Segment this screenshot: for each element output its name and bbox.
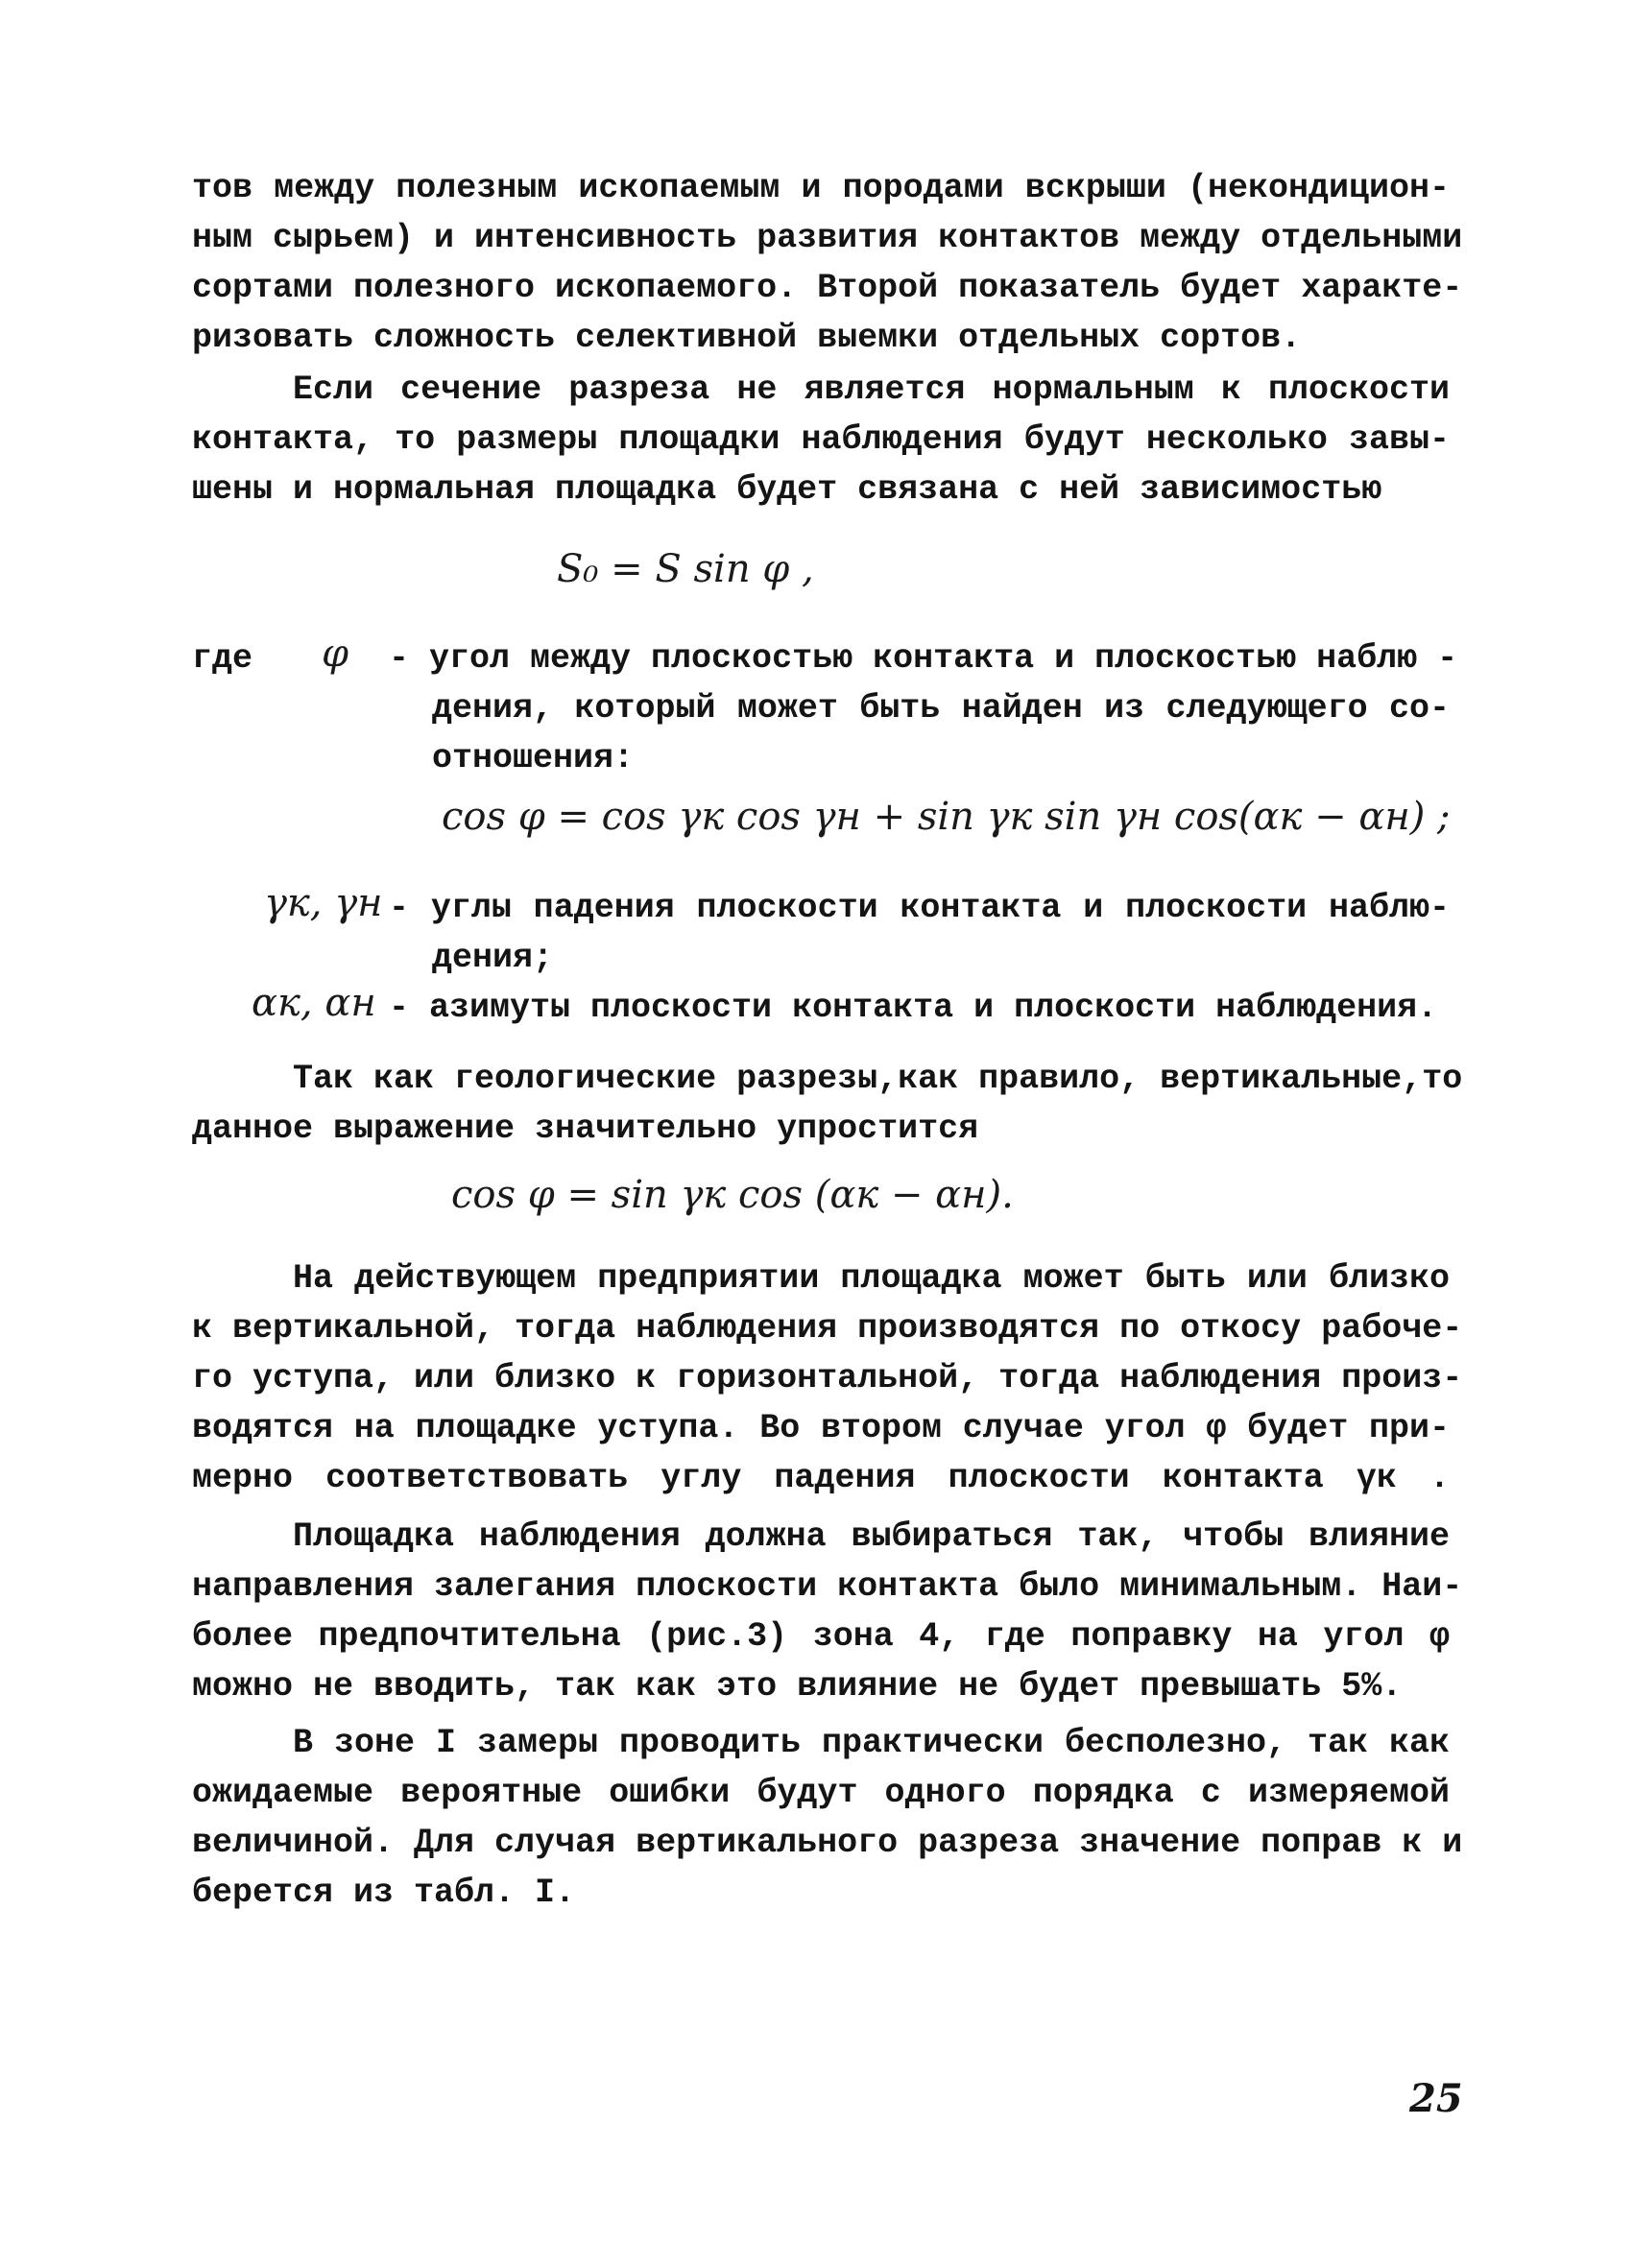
definition-alpha-line: - азимуты плоскости контакта и плоскости наблюдения. bbox=[389, 989, 1438, 1027]
text-line: направления залегания плоскости контакта было минимальным. Наи- bbox=[192, 1567, 1463, 1606]
phi-symbol: φ bbox=[322, 632, 349, 676]
text-line: берется из табл. I. bbox=[192, 1874, 576, 1912]
text-line: данное выражение значительно упростится bbox=[192, 1110, 979, 1148]
text-line: ным сырьем) и интенсивность развития контактов между отдельными bbox=[192, 219, 1463, 257]
text-line: Так как геологические разрезы,как правило, вертикальные,то bbox=[293, 1060, 1463, 1098]
text-line: го уступа, или близко к горизонтальной, тогда наблюдения произ- bbox=[192, 1359, 1463, 1397]
paragraph-5 bbox=[192, 1512, 1463, 1711]
alpha-symbols: αк, αн bbox=[252, 981, 376, 1025]
definition-where-label: где bbox=[192, 639, 253, 678]
text-line: шены и нормальная площадка будет связана с ней зависимостью bbox=[192, 470, 1382, 509]
paragraph-3 bbox=[192, 1054, 1463, 1154]
text-line: сортами полезного ископаемого. Второй показатель будет характе- bbox=[192, 269, 1463, 307]
text-line: можно не вводить, так как это влияние не будет превышать 5%. bbox=[192, 1667, 1403, 1706]
text-line: В зоне I замеры проводить практически бесполезно, так как bbox=[293, 1724, 1450, 1762]
definition-gamma-line: дения; bbox=[432, 939, 554, 977]
definition-gamma-line: - углы падения плоскости контакта и плоскости наблю- bbox=[389, 889, 1450, 927]
text-line: мерно соответствовать углу падения плоскости контакта γк . bbox=[192, 1459, 1450, 1497]
paragraph-6 bbox=[192, 1718, 1463, 1918]
page-number: 25 bbox=[1409, 2076, 1463, 2121]
text-line: величиной. Для случая вертикального разреза значение поправ к и bbox=[192, 1824, 1463, 1862]
definition-phi-line: отношения: bbox=[432, 739, 635, 777]
text-line: тов между полезным ископаемым и породами вскрыши (некондицион- bbox=[192, 169, 1450, 207]
paragraph-4 bbox=[192, 1253, 1463, 1503]
definition-phi-line: дения, который может быть найден из следующего со- bbox=[432, 689, 1450, 728]
definition-phi-line: - угол между плоскостью контакта и плоскостью наблю - bbox=[389, 639, 1458, 678]
text-line: Площадка наблюдения должна выбираться так, чтобы влияние bbox=[293, 1517, 1450, 1556]
text-line: На действующем предприятии площадка может быть или близко bbox=[293, 1259, 1450, 1298]
text-line: к вертикальной, тогда наблюдения производятся по откосу рабоче- bbox=[192, 1309, 1463, 1348]
text-line: контакта, то размеры площадки наблюдения будут несколько завы- bbox=[192, 420, 1450, 459]
formula-area-normal: S₀ = S sin φ , bbox=[557, 547, 814, 591]
text-line: Если сечение разреза не является нормальным к плоскости bbox=[293, 370, 1450, 409]
text-line: ожидаемые вероятные ошибки будут одного порядка с измеряемой bbox=[192, 1774, 1450, 1812]
paragraph-2 bbox=[192, 365, 1450, 514]
text-line: более предпочтительна (рис.3) зона 4, где поправку на угол φ bbox=[192, 1617, 1450, 1656]
gamma-symbols: γк, γн bbox=[264, 881, 383, 925]
paragraph-1 bbox=[192, 163, 1463, 363]
text-line: ризовать сложность селективной выемки отдельных сортов. bbox=[192, 319, 1302, 357]
text-line: водятся на площадке уступа. Во втором случае угол φ будет при- bbox=[192, 1409, 1450, 1447]
formula-cos-phi-vertical: cos φ = sin γк cos (αк − αн). bbox=[451, 1173, 1014, 1217]
formula-cos-phi-full: cos φ = cos γк cos γн + sin γк sin γн cos(αк − αн) ; bbox=[442, 795, 1451, 839]
